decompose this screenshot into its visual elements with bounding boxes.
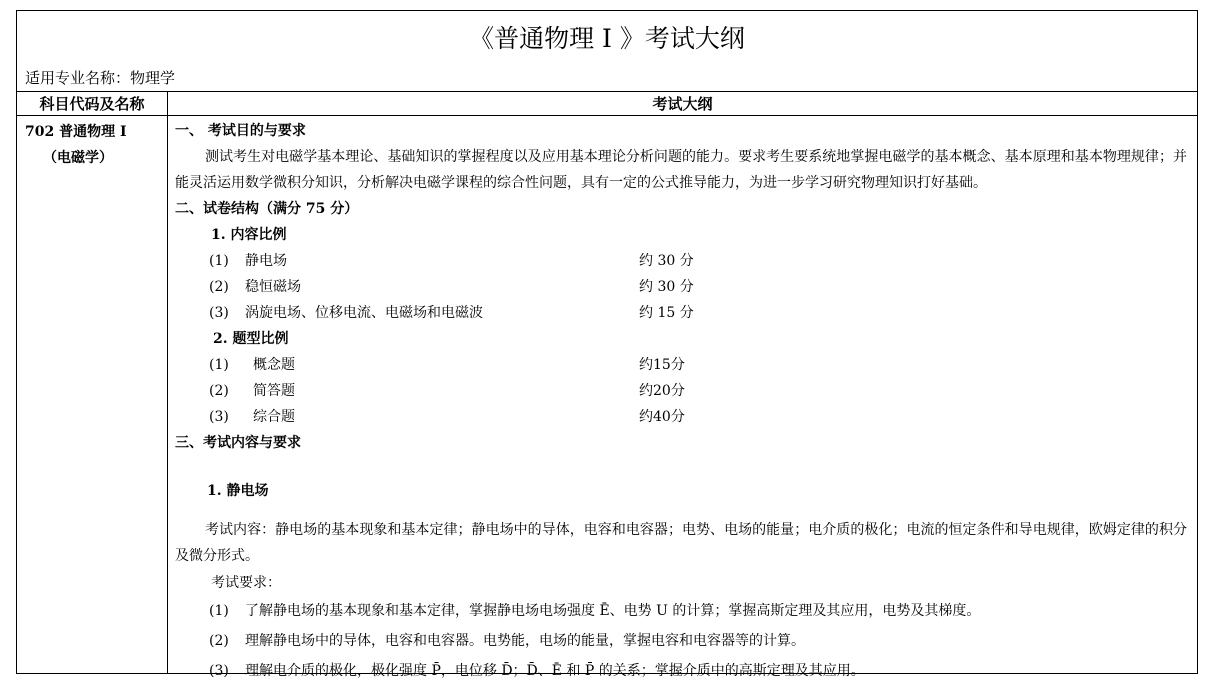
subsection-heading: 1. 静电场: [207, 483, 269, 499]
major-line: 适用专业名称：物理学: [25, 69, 176, 87]
list-item: (3) 涡旋电场、位移电流、电磁场和电磁波 约 15 分: [209, 305, 694, 321]
section-heading: 三、考试内容与要求: [175, 435, 301, 451]
list-item: (1) 静电场 约 30 分: [209, 253, 694, 269]
subject-code: 702 普通物理 I: [25, 124, 127, 140]
subject-cell: [25, 121, 127, 167]
purpose-paragraph: 测试考生对电磁学基本理论、基础知识的掌握程度以及应用基本理论分析问题的能力。要求考生要系统地掌握电磁学的基本概念、基本原理和基本物理规律；并能灵活运用数学微积分知识，分析解决电磁学课程的综合性问题，具有一定的公式推导能力，为进一步学习研究物理知识打好基础。: [175, 149, 1187, 191]
section-heading: 二、试卷结构（满分 75 分）: [175, 201, 359, 217]
header-syllabus: 考试大纲: [652, 95, 713, 113]
requirements-label: 考试要求：: [211, 575, 281, 591]
document-title: 《普通物理 I 》考试大纲: [469, 24, 745, 53]
requirement-item: (2) 理解静电场中的导体，电容和电容器。电势能，电场的能量，掌握电容和电容器等的计算。: [209, 633, 805, 649]
divider: [17, 115, 1197, 116]
header-subject: 科目代码及名称: [39, 95, 145, 113]
subsection-heading: 1. 内容比例: [211, 227, 287, 243]
requirement-item: (3) 理解电介质的极化，极化强度 P̄，电位移 D̄；D̄、Ē 和 P̄ 的关系；掌握介质中的高斯定理及其应用。: [209, 663, 865, 679]
subject-subtitle: （电磁学）: [43, 150, 113, 166]
column-divider: [167, 91, 168, 673]
divider: [17, 91, 1197, 92]
list-item: (2) 稳恒磁场 约 30 分: [209, 279, 694, 295]
syllabus-table: [16, 10, 1198, 679]
list-item: (3) 综合题 约40分: [209, 409, 685, 425]
requirement-item: (1) 了解静电场的基本现象和基本定律，掌握静电场电场强度 Ē、电势 U 的计算；掌握高斯定理及其应用，电势及其梯度。: [209, 603, 981, 619]
subsection-heading: 2. 题型比例: [213, 331, 289, 347]
section-heading: 一、 考试目的与要求: [175, 123, 306, 139]
list-item: (1) 概念题 约15分: [209, 357, 685, 373]
list-item: (2) 简答题 约20分: [209, 383, 685, 399]
content-paragraph: 考试内容：静电场的基本现象和基本定律；静电场中的导体，电容和电容器；电势、电场的能量；电介质的极化；电流的恒定条件和导电规律，欧姆定律的积分及微分形式。: [175, 522, 1187, 564]
